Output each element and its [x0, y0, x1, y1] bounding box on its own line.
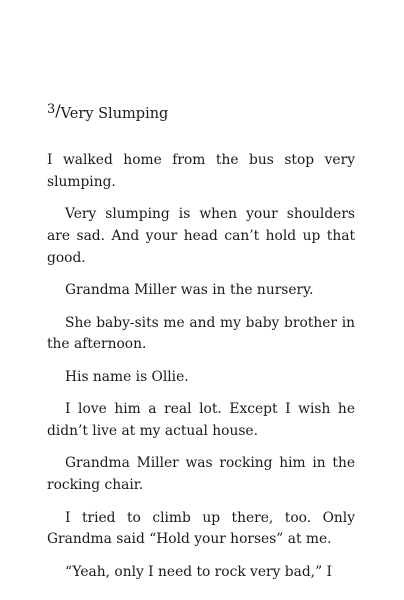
chapter-title: Very Slumping [60, 106, 169, 122]
paragraph-9: “Yeah, only I need to rock very bad,” I [65, 563, 332, 580]
paragraph-2: Very slumping is when your shoulders are sad. And your head can’t hold up that good. [47, 206, 355, 266]
paragraph-3: Grandma Miller was in the nursery. [65, 282, 314, 299]
paragraph-6: I love him a real lot. Except I wish he didn’t live at my actual house. [47, 401, 355, 439]
paragraph-4: She baby-sits me and my baby brother in the afternoon. [47, 314, 355, 353]
paragraph-7: Grandma Miller was rocking him in the rocking chair. [47, 455, 355, 494]
chapter-body [47, 150, 355, 594]
chapter-number: 3 [47, 102, 56, 117]
chapter-separator: / [55, 101, 61, 120]
paragraph-8: I tried to climb up there, too. Only Grandma said “Hold your horses” at me. [47, 509, 355, 548]
paragraph-5: His name is Ollie. [65, 368, 189, 385]
paragraph-1: I walked home from the bus stop very slumping. [47, 152, 355, 190]
chapter-heading [47, 103, 168, 122]
